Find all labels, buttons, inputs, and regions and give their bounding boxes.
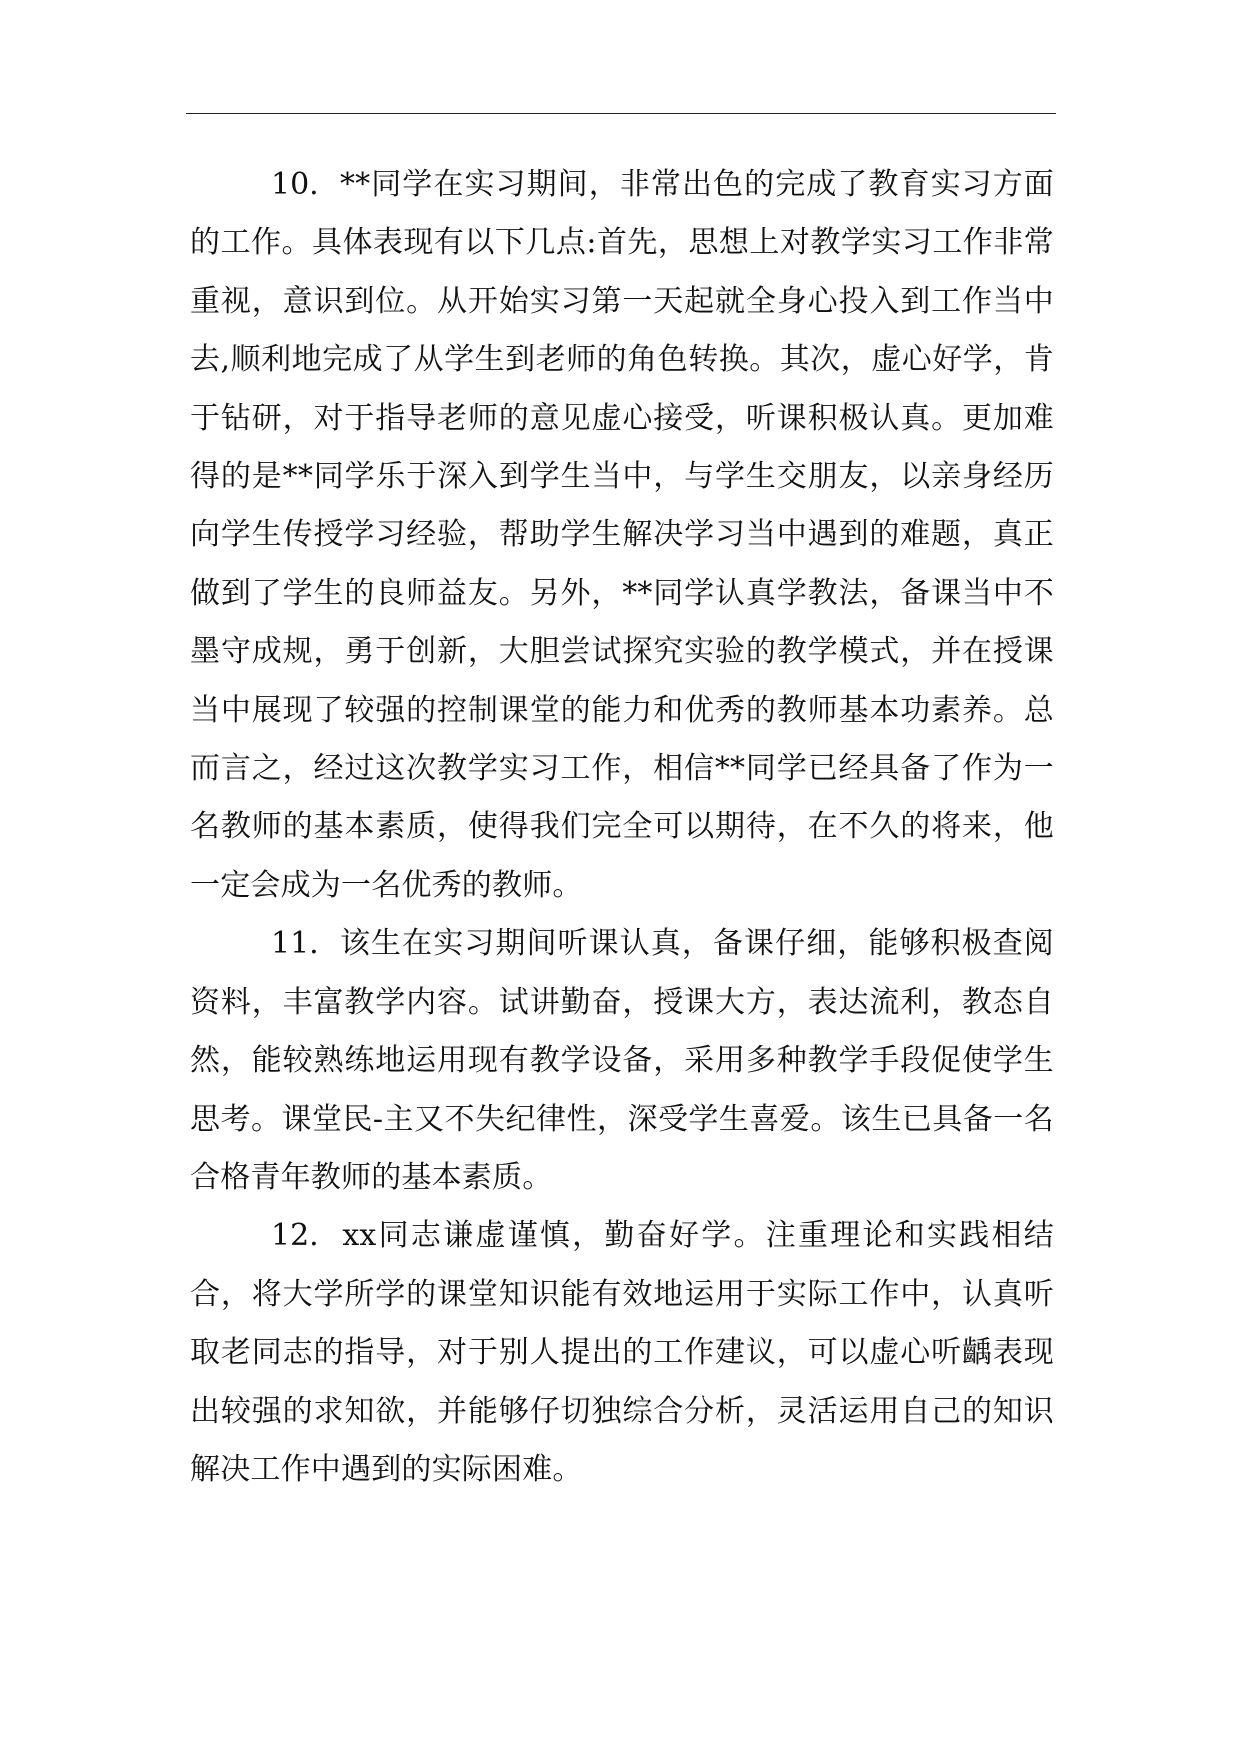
paragraph-12 <box>190 1207 1054 1499</box>
paragraph-text: 该生在实习期间听课认真，备课仔细，能够积极查阅资料，丰富教学内容。试讲勤奋，授课大方，表达流利，教态自然，能较熟练地运用现有教学设备，采用多种教学手段促使学生思考。课堂民-主又不失纪律性，深受学生喜爱。该生已具备一名合格青年教师的基本素质。 <box>190 926 1054 1195</box>
paragraph-10 <box>190 156 1054 915</box>
paragraph-text: xx同志谦虚谨慎，勤奋好学。注重理论和实践相结合，将大学所学的课堂知识能有效地运用于实际工作中，认真听取老同志的指导，对于别人提出的工作建议，可以虚心听齲表现出较强的求知欲，并能够仔切独综合分析，灵活运用自己的知识解决工作中遇到的实际困难。 <box>190 1218 1054 1487</box>
paragraph-number: 10. <box>271 167 319 202</box>
paragraph-number: 11. <box>271 926 319 962</box>
paragraph-text: **同学在实习期间，非常出色的完成了教育实习方面的工作。具体表现有以下几点:首先，思想上对教学实习工作非常重视，意识到位。从开始实习第一天起就全身心投入到工作当中去,顺利地完成了从学生到老师的角色转换。其次，虚心好学，肯于钻研，对于指导老师的意见虚心接受，听课积极认真。更加难得的是**同学乐于深入到学生当中，与学生交朋友，以亲身经历向学生传授学习经验，帮助学生解决学习当中遇到的难题，真正做到了学生的良师益友。另外，**同学认真学教法，备课当中不墨守成规，勇于创新，大胆尝试探究实验的教学模式，并在授课当中展现了较强的控制课堂的能力和优秀的教师基本功素养。总而言之，经过这次教学实习工作，相信**同学已经具备了作为一名教师的基本素质，使得我们完全可以期待，在不久的将来，他一定会成为一名优秀的教师。 <box>190 167 1054 903</box>
paragraph-11 <box>190 915 1054 1207</box>
document-body <box>190 156 1054 1499</box>
paragraph-number: 12. <box>271 1218 319 1254</box>
header-rule <box>186 113 1056 114</box>
